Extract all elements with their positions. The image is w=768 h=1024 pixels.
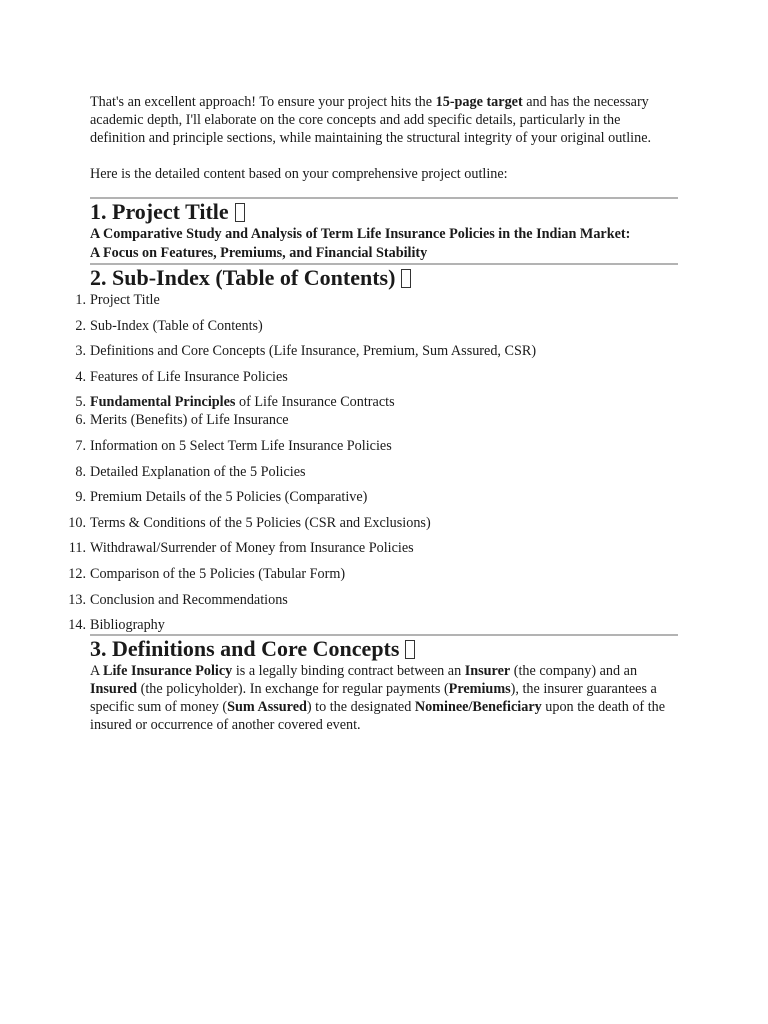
toc-item: 8. Detailed Explanation of the 5 Policies — [75, 463, 306, 480]
toc-item: 9. Premium Details of the 5 Policies (Comparative) — [75, 489, 368, 506]
project-title-text: A Comparative Study and Analysis of Term Life Insurance Policies in the Indian Market: A Focus on Features, Premiums, and Financial Stability — [90, 226, 631, 261]
definition-paragraph: A Life Insurance Policy is a legally binding contract between an Insurer (the company) and an Insured (the policyholder). In exchange for regular payments (Premiums), the insurer guarantees a specific sum of money (Sum Assured) to the designated Nominee/Beneficiary upon the death of the insured or occurrence of another covered event. — [90, 663, 666, 734]
toc-item: 11. Withdrawal/Surrender of Money from Insurance Policies — [68, 540, 414, 557]
missing-glyph-icon — [401, 269, 411, 288]
toc-item: 3. Definitions and Core Concepts (Life Insurance, Premium, Sum Assured, CSR) — [75, 343, 537, 360]
toc-item: 5. Fundamental Principles of Life Insurance Contracts — [75, 394, 395, 411]
toc-item: 7. Information on 5 Select Term Life Insurance Policies — [75, 437, 392, 454]
toc-item: 12. Comparison of the 5 Policies (Tabular Form) — [68, 565, 346, 582]
table-of-contents — [68, 291, 678, 634]
page-target-emphasis: 15-page target — [435, 94, 523, 110]
section-heading-definitions: 3. Definitions and Core Concepts — [90, 636, 678, 662]
section-heading-sub-index: 2. Sub-Index (Table of Contents) — [90, 265, 678, 291]
toc-item: 1. Project Title — [75, 292, 160, 308]
toc-item: 14. Bibliography — [68, 617, 165, 634]
document-body — [68, 93, 678, 734]
intro-lead-in: Here is the detailed content based on your comprehensive project outline: — [90, 166, 508, 182]
missing-glyph-icon — [405, 640, 415, 659]
toc-item: 13. Conclusion and Recommendations — [68, 591, 288, 608]
toc-item: 2. Sub-Index (Table of Contents) — [75, 317, 263, 334]
toc-item: 10. Terms & Conditions of the 5 Policies (CSR and Exclusions) — [68, 514, 431, 531]
intro-paragraph: That's an excellent approach! To ensure your project hits the 15-page target and has the necessary academic depth, I'll elaborate on the core concepts and add specific details, particularly in the definition and principle sections, while maintaining the structural integrity of your original outline. — [90, 94, 652, 146]
missing-glyph-icon — [235, 203, 245, 222]
toc-item: 6. Merits (Benefits) of Life Insurance — [75, 412, 289, 429]
toc-item: 4. Features of Life Insurance Policies — [75, 368, 288, 385]
section-heading-project-title: 1. Project Title — [90, 199, 678, 225]
